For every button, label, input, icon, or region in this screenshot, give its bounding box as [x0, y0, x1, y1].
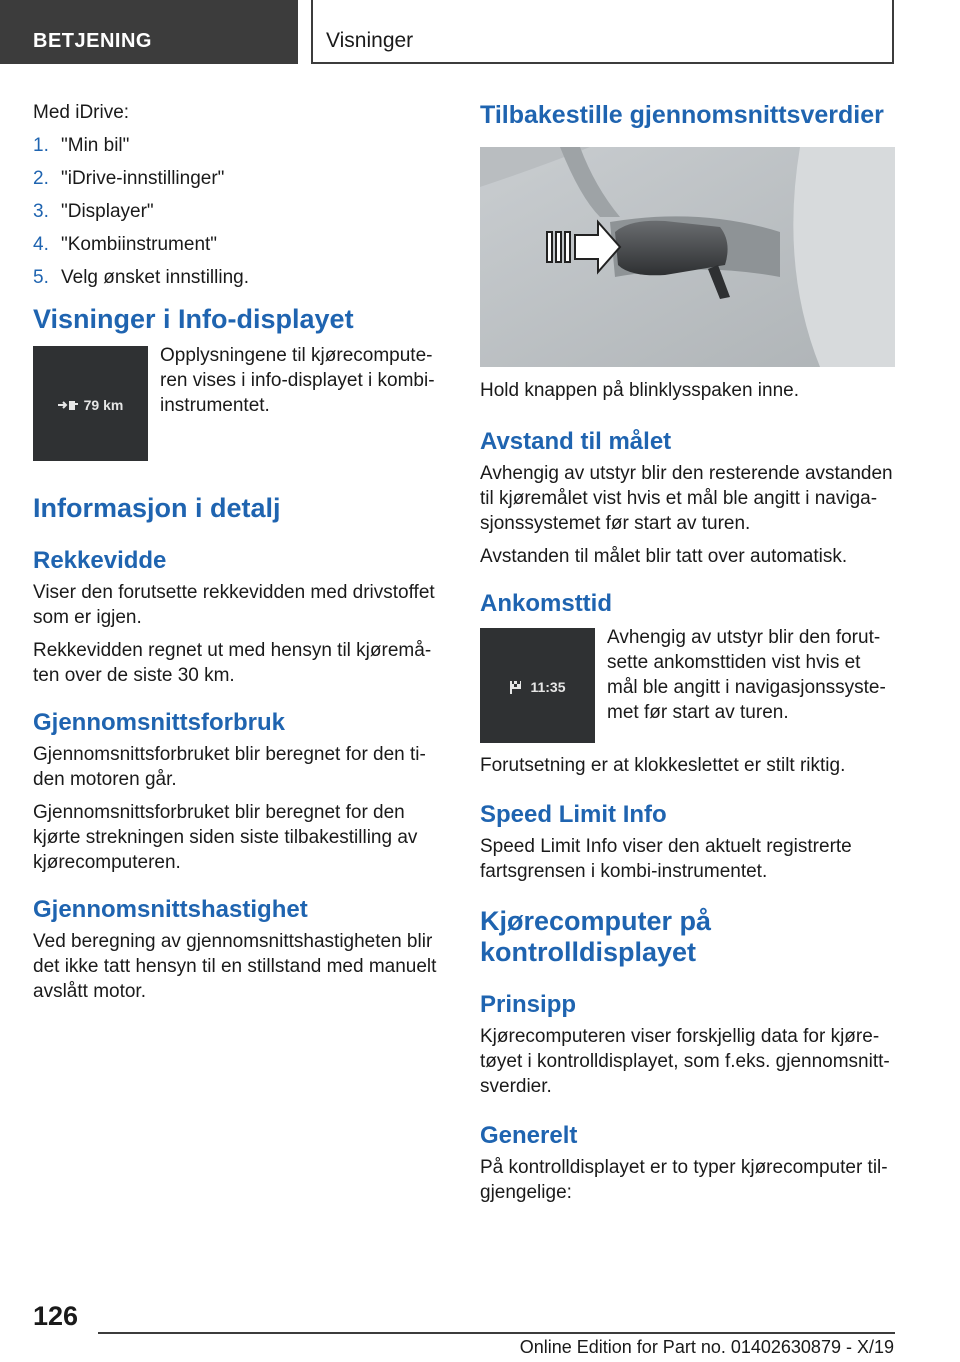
step-item	[33, 166, 441, 191]
step-number: 3.	[33, 201, 49, 222]
consumption-paragraph-1: Gjennomsnittsforbruket blir beregnet for den tiden motoren går.	[33, 744, 426, 790]
page-number: 126	[33, 1301, 79, 1331]
reset-caption: Hold knappen på blinklysspaken inne.	[480, 380, 799, 401]
principle-paragraph-1: Kjørecomputeren viser forskjellig data for kjøretøyet i kontrolldisplayet, som f.eks. gjennomsnittsverdier.	[480, 1026, 890, 1097]
header-section-label: BETJENING	[33, 30, 152, 52]
idrive-intro: Med iDrive:	[33, 102, 130, 123]
arrival-text: Avhengig av utstyr blir den forutsette ankomsttiden vist hvis et mål ble angitt i navigasjonssystemet før start av turen.	[607, 627, 886, 723]
turn-signal-stalk-photo	[480, 147, 895, 367]
heading-general: Generelt	[480, 1122, 578, 1149]
range-paragraph-2: Rekkevidden regnet ut med hensyn til kjøremåten over de siste 30 km.	[33, 640, 432, 686]
step-number: 1.	[33, 135, 49, 156]
idrive-steps-list	[33, 133, 441, 290]
heading-reset: Tilbakestille gjennomsnittsverdier	[480, 101, 884, 129]
distance-paragraph-2: Avstanden til målet blir tatt over automatisk.	[480, 546, 848, 567]
range-paragraph-1: Viser den forutsette rekkevidden med drivstoffet som er igjen.	[33, 582, 435, 628]
heading-distance: Avstand til målet	[480, 428, 672, 455]
footer-edition: Online Edition for Part no. 01402630879 - X/19	[519, 1337, 894, 1357]
arrival-flag-icon	[509, 680, 525, 694]
heading-detail: Informasjon i detalj	[33, 493, 281, 523]
arrival-paragraph-2: Forutsetning er at klokkeslettet er stilt riktig.	[480, 755, 846, 776]
speed-paragraph-1: Ved beregning av gjennomsnittshastigheten blir det ikke tatt hensyn til en stillstand med manuelt avslått motor.	[33, 931, 437, 1002]
heading-principle: Prinsipp	[480, 991, 577, 1018]
header-section-tab	[0, 0, 298, 64]
heading-range: Rekkevidde	[33, 547, 167, 574]
step-item	[33, 265, 441, 290]
step-number: 4.	[33, 234, 49, 255]
step-text: "iDrive-innstillinger"	[61, 168, 225, 189]
consumption-paragraph-2: Gjennomsnittsforbruket blir beregnet for den kjørte strekningen siden siste tilbakestilling av kjørecomputeren.	[33, 802, 418, 873]
header-chapter-tab	[311, 0, 894, 64]
range-display-image	[33, 346, 148, 461]
header-chapter-label: Visninger	[326, 29, 414, 52]
arrival-readout-value: 11:35	[530, 679, 566, 695]
arrival-display-image	[480, 628, 595, 743]
heading-computer-control-display: Kjørecomputer på kontrolldisplayet	[480, 906, 712, 967]
step-text: Velg ønsket innstilling.	[61, 267, 249, 288]
left-column	[33, 100, 441, 1004]
distance-paragraph-1: Avhengig av utstyr blir den resterende avstanden til kjøremålet vist hvis et mål ble angitt i navigasjonssystemet før start av turen.	[480, 463, 893, 534]
general-paragraph-1: På kontrolldisplayet er to typer kjørecomputer tilgjengelige:	[480, 1157, 888, 1203]
step-number: 2.	[33, 168, 49, 189]
range-readout	[33, 397, 148, 413]
heading-speed-limit-info: Speed Limit Info	[480, 801, 667, 828]
footer-divider	[98, 1332, 895, 1334]
step-item	[33, 199, 441, 224]
step-text: "Kombiinstrument"	[61, 234, 218, 255]
heading-infodisplay: Visninger i Info-displayet	[33, 304, 354, 334]
heading-average-speed: Gjennomsnittshastighet	[33, 896, 308, 923]
step-text: "Min bil"	[61, 135, 130, 156]
step-item	[33, 133, 441, 158]
step-text: "Displayer"	[61, 201, 154, 222]
range-arrow-icon	[58, 399, 80, 411]
right-column	[480, 100, 895, 1205]
step-item	[33, 232, 441, 257]
heading-consumption: Gjennomsnittsforbruk	[33, 709, 286, 736]
arrival-readout	[480, 679, 595, 695]
heading-arrival: Ankomsttid	[480, 590, 612, 617]
step-number: 5.	[33, 267, 49, 288]
range-readout-value: 79 km	[83, 397, 124, 413]
infodisplay-text: Opplysningene til kjørecomputeren vises i info-displayet i kombiinstrumentet.	[160, 345, 435, 416]
speedlimit-paragraph-1: Speed Limit Info viser den aktuelt registrerte fartsgrensen i kombi-instrumentet.	[480, 836, 852, 882]
